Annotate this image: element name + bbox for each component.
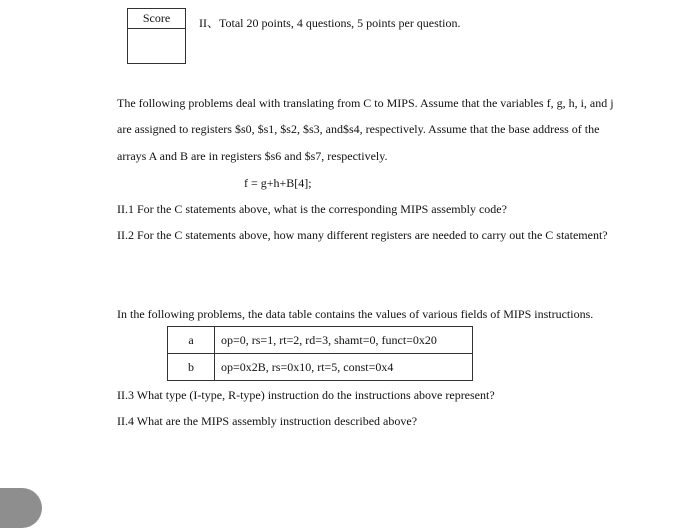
row-value: op=0, rs=1, rt=2, rd=3, shamt=0, funct=0x20	[215, 327, 473, 354]
intro-line-2: are assigned to registers $s0, $s1, $s2, $s3, and$s4, respectively. Assume that the base address of the	[117, 122, 600, 136]
table-row	[168, 354, 473, 381]
question-2: II.2 For the C statements above, how many different registers are needed to carry out the C statement?	[117, 228, 608, 242]
intro-line-3: arrays A and B are in registers $s6 and $s7, respectively.	[117, 149, 388, 163]
table-row	[168, 327, 473, 354]
question-4: II.4 What are the MIPS assembly instruction described above?	[117, 414, 418, 428]
corner-overlay	[0, 488, 42, 528]
row-key: a	[168, 327, 215, 354]
instruction-table	[167, 326, 473, 381]
c-statement: f = g+h+B[4];	[244, 176, 312, 190]
score-label: Score	[128, 9, 185, 29]
question-3: II.3 What type (I-type, R-type) instruction do the instructions above represent?	[117, 388, 495, 402]
row-value: op=0x2B, rs=0x10, rt=5, const=0x4	[215, 354, 473, 381]
score-box	[127, 8, 186, 64]
question-1: II.1 For the C statements above, what is the corresponding MIPS assembly code?	[117, 202, 507, 216]
table-intro: In the following problems, the data table contains the values of various fields of MIPS instructions.	[117, 307, 594, 321]
row-key: b	[168, 354, 215, 381]
intro-line-1: The following problems deal with translating from C to MIPS. Assume that the variables f, g, h, i, and j	[117, 96, 614, 110]
section-title: II、Total 20 points, 4 questions, 5 points per question.	[199, 16, 461, 30]
